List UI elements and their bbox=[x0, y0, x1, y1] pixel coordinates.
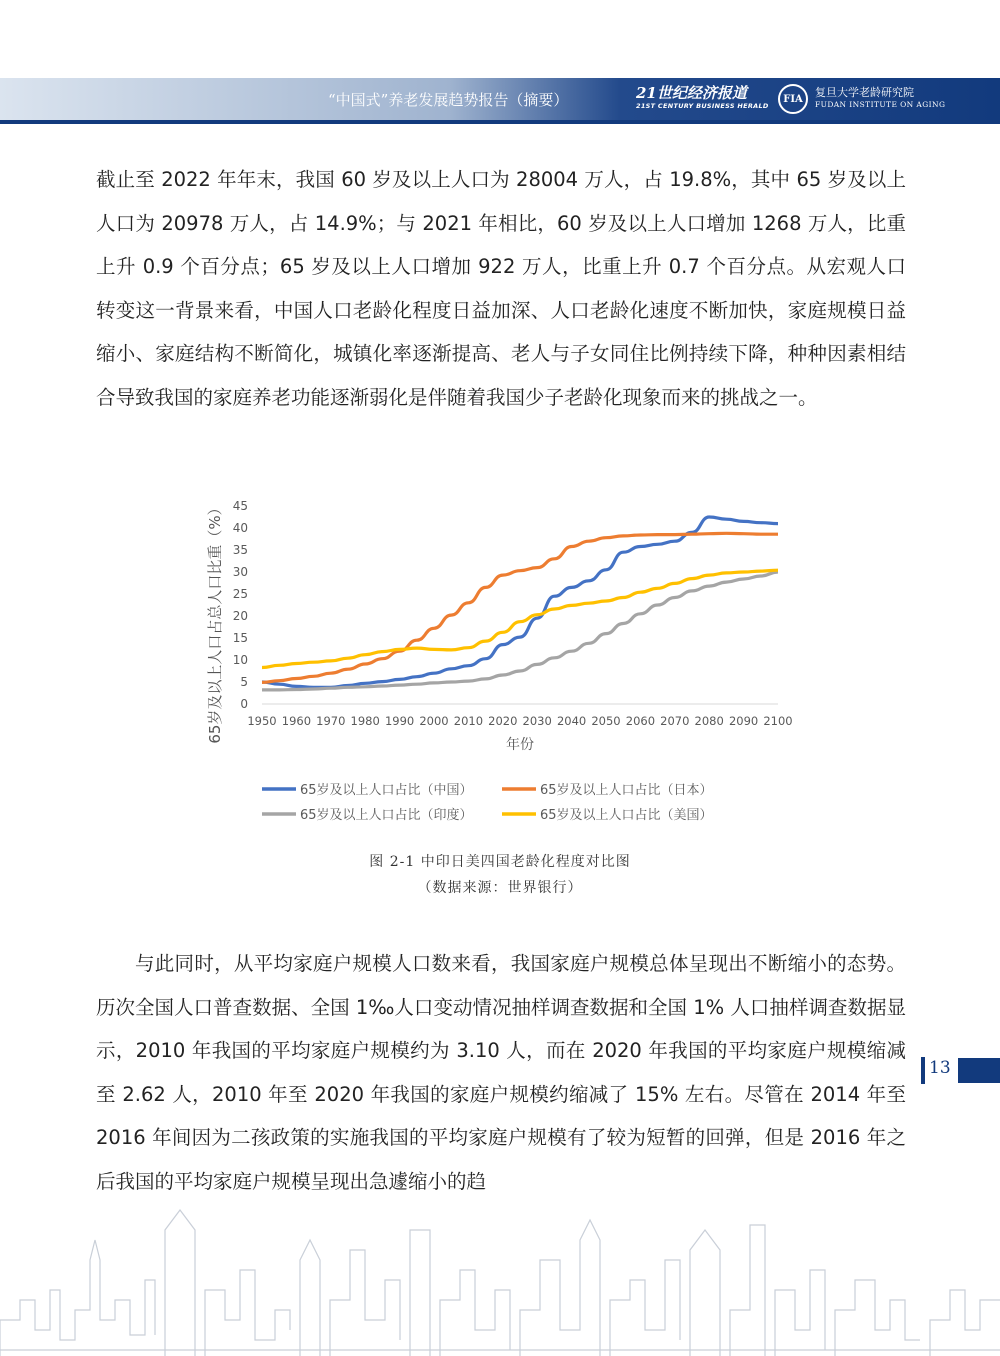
chart-series-line-3 bbox=[262, 570, 778, 667]
brand-logo bbox=[636, 84, 769, 110]
chart-x-tick-label: 1980 bbox=[350, 714, 380, 728]
figure-caption: 图 2-1 中印日美四国老龄化程度对比图 bbox=[369, 854, 631, 870]
chart-y-tick-label: 0 bbox=[240, 697, 248, 711]
chart-y-tick-label: 10 bbox=[232, 653, 248, 667]
chart-x-tick-label: 2040 bbox=[556, 714, 587, 728]
institute-name-en: FUDAN INSTITUTE ON AGING bbox=[815, 100, 946, 109]
chart-y-tick-label: 5 bbox=[240, 675, 248, 689]
chart-series-line-0 bbox=[262, 517, 778, 687]
chart-y-tick-label: 45 bbox=[232, 499, 248, 513]
chart-legend-label: 65岁及以上人口占比（中国） bbox=[300, 783, 473, 798]
chart-x-tick-label: 2070 bbox=[660, 714, 690, 728]
chart-x-tick-label: 2080 bbox=[694, 714, 724, 728]
chart-x-tick-label: 2050 bbox=[591, 714, 621, 728]
institute-seal-icon: FIA bbox=[778, 84, 808, 114]
chart-y-tick-label: 25 bbox=[232, 587, 248, 601]
report-title: “中国式”养老发展趋势报告（摘要） bbox=[328, 91, 569, 109]
chart-series-lines bbox=[262, 517, 778, 690]
chart-x-tick-label: 1970 bbox=[316, 714, 346, 728]
chart-y-tick-label: 35 bbox=[232, 543, 248, 557]
chart-x-tick-label: 2090 bbox=[728, 714, 759, 728]
chart-y-axis-label: 65岁及以上人口占总人口比重（%） bbox=[206, 500, 224, 744]
chart-legend-label: 65岁及以上人口占比（美国） bbox=[540, 808, 713, 823]
chart-x-tick-label: 2100 bbox=[763, 714, 793, 728]
chart-x-ticks bbox=[247, 714, 792, 728]
page-number-block bbox=[958, 1058, 1000, 1083]
body-paragraph-2: 与此同时，从平均家庭户规模人口数来看，我国家庭户规模总体呈现出不断缩小的态势。历次全国人口普查数据、全国 1‰人口变动情况抽样调查数据和全国 1% 人口抽样调查数据显示，2010 年我国的平均家庭户规模约为 3.10 人，而在 2020 年我国的平均家庭户规模缩减至 2.62 人，2010 年至 2020 年我国的家庭户规模约缩减了 15% 左右。尽管在 2014 年至 2016 年间因为二孩政策的实施我国的平均家庭户规模有了较为短暂的回弹，但是 2016 年之后我国的平均家庭户规模呈现出急遽缩小的趋 bbox=[96, 952, 906, 1193]
chart-x-tick-label: 1960 bbox=[281, 714, 312, 728]
chart-y-ticks bbox=[233, 499, 248, 711]
header-divider bbox=[0, 120, 1000, 124]
aging-comparison-chart bbox=[190, 492, 810, 837]
chart-x-tick-label: 2020 bbox=[488, 714, 518, 728]
chart-x-tick-label: 2060 bbox=[625, 714, 656, 728]
figure-source: （数据来源：世界银行） bbox=[417, 880, 583, 896]
institute-name-cn: 复旦大学老龄研究院 bbox=[815, 86, 914, 99]
institute-label bbox=[815, 86, 945, 109]
chart-legend-label: 65岁及以上人口占比（印度） bbox=[300, 808, 473, 823]
chart-x-tick-label: 2030 bbox=[522, 714, 552, 728]
brand-name: 21世纪经济报道 bbox=[636, 84, 747, 102]
chart-x-tick-label: 1990 bbox=[384, 714, 415, 728]
chart-y-tick-label: 20 bbox=[232, 609, 248, 623]
page-number-bar bbox=[921, 1057, 925, 1084]
chart-x-tick-label: 2010 bbox=[453, 714, 484, 728]
chart-legend-label: 65岁及以上人口占比（日本） bbox=[540, 783, 713, 798]
body-paragraph-1: 截止至 2022 年年末，我国 60 岁及以上人口为 28004 万人，占 19.8%，其中 65 岁及以上人口为 20978 万人，占 14.9%；与 2021 年相比，60 岁及以上人口增加 1268 万人，比重上升 0.9 个百分点；65 岁及以上人口增加 922 万人，比重上升 0.7 个百分点。从宏观人口转变这一背景来看，中国人口老龄化程度日益加深、人口老龄化速度不断加快，家庭规模日益缩小、家庭结构不断简化，城镇化率逐渐提高、老人与子女同住比例持续下降，种种因素相结合导致我国的家庭养老功能逐渐弱化是伴随着我国少子老龄化现象而来的挑战之一。 bbox=[96, 168, 906, 409]
page-number: 13 bbox=[929, 1058, 951, 1078]
chart-legend bbox=[262, 782, 713, 823]
chart-x-tick-label: 2000 bbox=[419, 714, 449, 728]
chart-x-axis-label: 年份 bbox=[506, 737, 534, 753]
brand-english: 21ST CENTURY BUSINESS HERALD bbox=[636, 102, 769, 110]
chart-y-tick-label: 30 bbox=[232, 565, 248, 579]
chart-x-tick-label: 1950 bbox=[247, 714, 277, 728]
chart-y-tick-label: 40 bbox=[232, 521, 248, 535]
city-skyline-illustration bbox=[0, 1200, 1000, 1356]
chart-y-tick-label: 15 bbox=[232, 631, 248, 645]
